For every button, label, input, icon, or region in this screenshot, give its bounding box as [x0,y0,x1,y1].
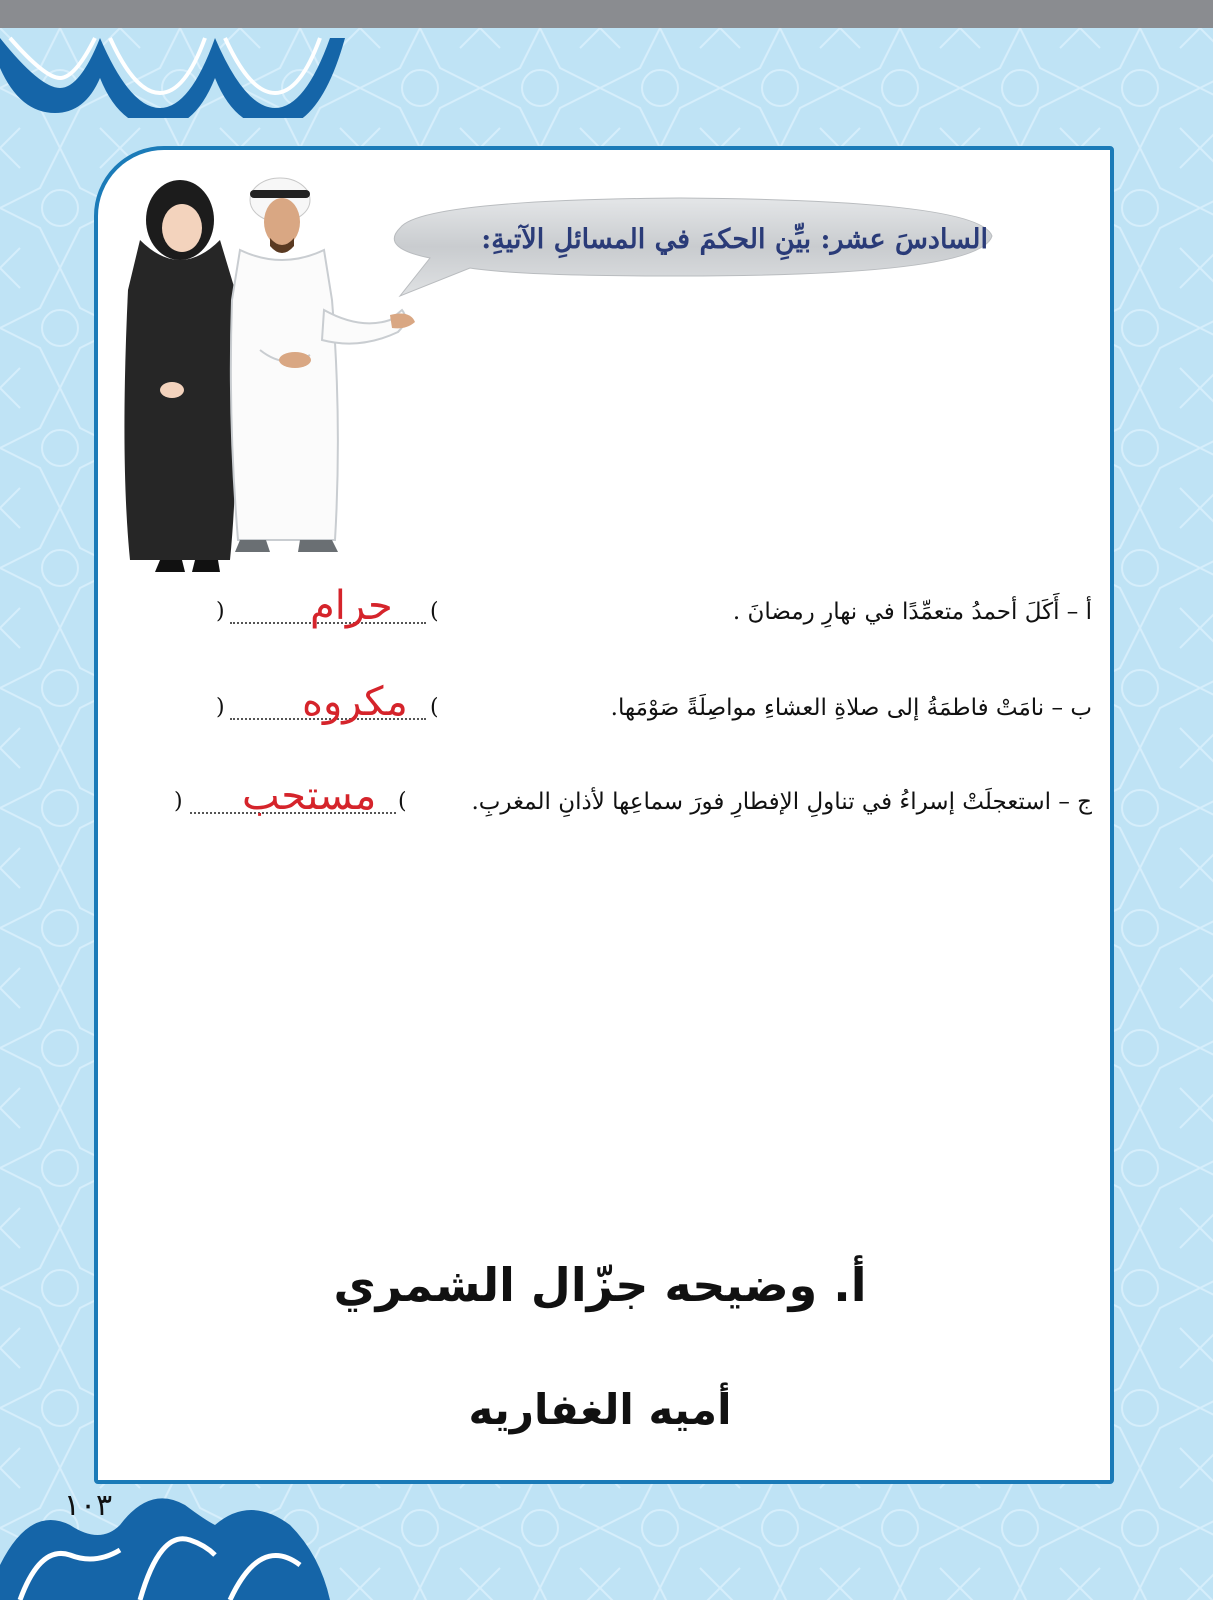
top-bar [0,0,1213,28]
close-paren: ) [174,789,183,814]
answer-text: مستحب [242,773,377,819]
close-paren: ) [216,599,225,624]
open-paren: ( [430,695,439,720]
question-text: ب – نامَتْ فاطمَةُ إلى صلاةِ العشاءِ مواصِلَةً صَوْمَها. [610,695,1092,721]
question-b [150,679,1092,734]
instruction-heading: السادسَ عشر: بيِّنِ الحكمَ في المسائلِ الآتيةِ: [481,224,988,255]
open-paren: ( [398,789,407,814]
parents-illustration [110,160,430,590]
question-text: ج – استعجلَتْ إسراءُ في تناولِ الإفطارِ فورَ سماعِها لأذانِ المغربِ. [471,789,1092,815]
page-number: ١٠٣ [63,1488,113,1523]
answer-blank[interactable] [210,583,450,638]
close-paren: ) [216,695,225,720]
school-name: أميه الغفاريه [468,1385,732,1434]
teacher-name: أ. وضيحه جزّال الشمري [333,1258,867,1312]
question-a [150,583,1092,638]
answer-blank[interactable] [210,679,450,734]
open-paren: ( [430,599,439,624]
question-c [150,773,1092,828]
answer-text: حرام [310,583,393,629]
question-text: أ – أَكَلَ أحمدُ متعمِّدًا في نهارِ رمضانَ . [732,599,1092,625]
top-wave-ornament [0,28,380,118]
answer-blank[interactable] [172,773,412,828]
answer-text: مكروه [302,679,408,725]
